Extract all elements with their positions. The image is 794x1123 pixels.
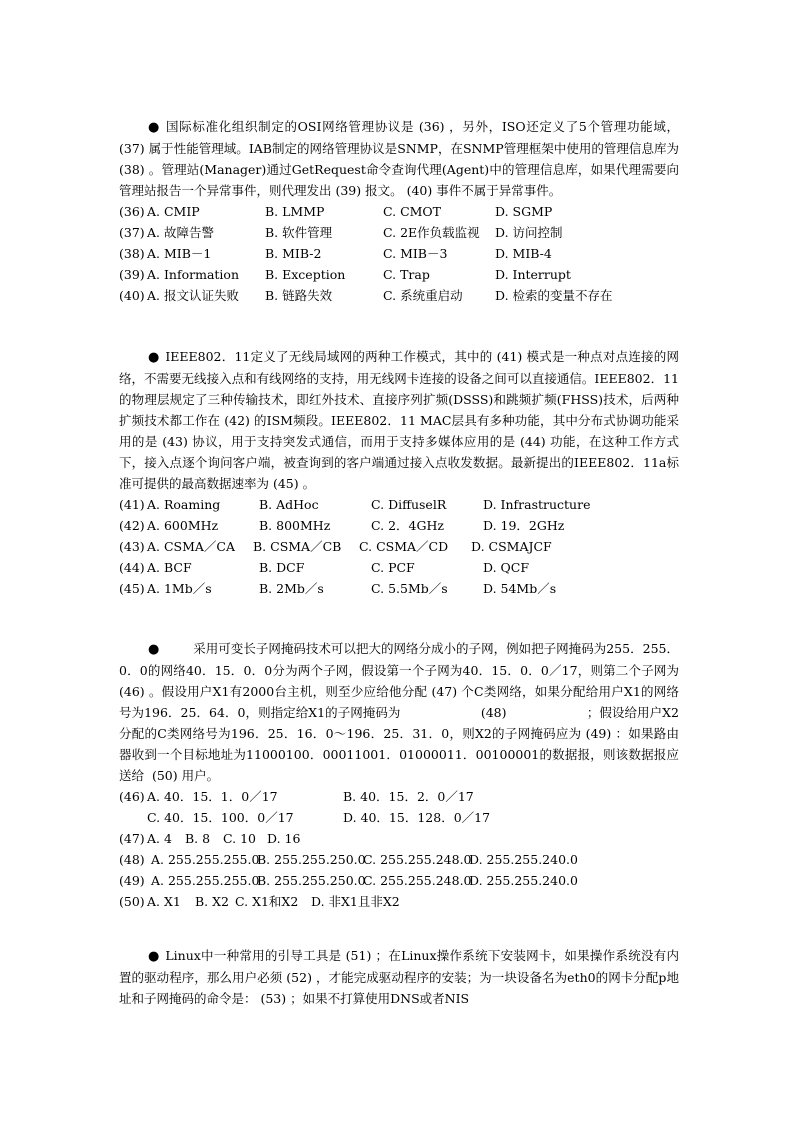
option-a: A. 255.255.255.0 (151, 852, 260, 867)
question-text: IEEE802．11定义了无线局域网的两种工作模式，其中的 (41) 模式是一种点对点连接的网络，不需要无线接入点和有线网络的支持，用无线网卡连接的设备之间可以直接通信。IEEE802．11的物理层规定了三种传输技术，即红外技术、直接序列扩频(DSSS)和跳频扩频(FHSS)技术，后两种扩频技术都工作在 (42) 的ISM频段。IEEE802．11 MAC层具有多种功能，其中分布式协调功能采用的是 (43) 协议，用于支持突发式通信，而用于支持多媒体应用的是 (44) 功能，在这种工作方式下，接入点逐个询问客户端，被查询到的客户端通过接入点收发数据。最新提出的IEEE802．11a标准可提供的最高数据速率为 (45) 。 (119, 349, 679, 491)
question-block-41-45 (119, 346, 679, 599)
question-paragraph (119, 638, 683, 786)
option-b: B. 2Mb／s (259, 581, 324, 596)
question-block-46-50 (119, 638, 683, 912)
option-a: A. CSMA／CA (147, 539, 236, 554)
option-a: A. 4 (147, 831, 172, 846)
option-number: (40) (119, 288, 145, 303)
option-b: B. MIB-2 (265, 246, 322, 261)
option-number: (49) (119, 873, 149, 888)
option-number: (45) (119, 581, 145, 596)
option-row (119, 264, 679, 285)
option-row (119, 536, 679, 557)
option-a: A. BCF (147, 560, 192, 575)
option-number: (38) (119, 246, 145, 261)
option-number: (50) (119, 894, 145, 909)
option-c: C. 255.255.248.0 (363, 852, 472, 867)
option-number: (37) (119, 225, 145, 240)
option-a: A. 故障告警 (147, 225, 214, 240)
option-d: D. CSMAJCF (471, 539, 552, 554)
option-row (119, 243, 679, 264)
option-d: D. 54Mb／s (483, 581, 557, 596)
option-d: D. Infrastructure (483, 497, 591, 512)
question-block-36-40 (119, 116, 683, 306)
question-text: 国际标准化组织制定的OSI网络管理协议是 (36) ，另外，ISO还定义了5个管理功能域， (37) 属于性能管理域。IAB制定的网络管理协议是SNMP，在SNMP管理框架中使用的管理信息库为 (38) 。管理站(Manager)通过GetRequest命令查询代理(Agent)中的管理信息库，如果代理需要向管理站报告一个异常事件，则代理发出 (39) 报文。 (40) 事件不属于异常事件。 (119, 119, 683, 198)
option-c: C. Trap (383, 267, 430, 282)
option-c: C. X1和X2 (235, 894, 299, 909)
option-c: C. DiffuselR (371, 497, 447, 512)
bullet-icon: ● (148, 949, 160, 964)
option-c: C. 255.255.248.0 (363, 873, 472, 888)
bullet-icon: ● (148, 120, 160, 135)
option-d: D. SGMP (495, 204, 553, 219)
option-a: A. MIB－1 (147, 246, 212, 261)
question-text: 采用可变长子网掩码技术可以把大的网络分成小的子网，例如把子网掩码为255．255．0．0的网络40．15．0．0分为两个子网，假设第一个子网为40．15．0．0／17，则第二个子网为 (46) 。假设用户X1有2000台主机，则至少应给他分配 (47) 个C类网络，如果分配给用户X1的网络号为196．25．64．0，则指定给X1的子网掩码为 (48) ；假设给用户X2分配的C类网络号为196．25．16．0～196．25．31．0，则X2的子网掩码应为 (49) ：如果路由器收到一个目标地址为11000100．00011001．01000011．00100001的数据报，则该数据报应送给 (50) 用户。 (119, 641, 683, 783)
option-c: C. CSMA／CD (359, 539, 449, 554)
option-d: D. 19．2GHz (483, 518, 565, 533)
option-a: A. 600MHz (147, 518, 219, 533)
option-d: D. QCF (483, 560, 530, 575)
option-d: D. 255.255.240.0 (469, 852, 578, 867)
option-a: A. 1Mb／s (147, 581, 212, 596)
option-a: A. X1 (147, 894, 181, 909)
option-d: D. MIB-4 (495, 246, 552, 261)
question-paragraph (119, 346, 679, 494)
option-d: D. 255.255.240.0 (469, 873, 578, 888)
options-list (119, 494, 679, 599)
option-row (119, 891, 679, 912)
option-number: (44) (119, 560, 145, 575)
option-b: B. 800MHz (259, 518, 331, 533)
option-b: B. 8 (185, 831, 211, 846)
option-c: C. 5.5Mb／s (371, 581, 448, 596)
option-row (119, 578, 679, 599)
option-b: B. AdHoc (259, 497, 319, 512)
option-c: C. 2．4GHz (371, 518, 444, 533)
option-number: (46) (119, 789, 145, 804)
option-row (119, 222, 679, 243)
option-c: C. CMOT (383, 204, 442, 219)
option-row (119, 786, 679, 807)
option-b: B. CSMA／CB (253, 539, 342, 554)
option-row (119, 870, 679, 891)
option-d: D. 非X1且非X2 (311, 894, 400, 909)
options-list (119, 201, 679, 306)
option-b: B. 40．15．2．0／17 (343, 789, 474, 804)
option-b: B. 链路失效 (265, 288, 333, 303)
question-paragraph (119, 116, 683, 201)
option-b: B. 255.255.250.0 (257, 852, 366, 867)
option-b: B. 软件管理 (265, 225, 333, 240)
option-row (119, 515, 679, 536)
option-c: C. 40．15．100．0／17 (147, 810, 294, 825)
option-row (119, 557, 679, 578)
option-a: A. 255.255.255.0 (151, 873, 260, 888)
question-text: Linux中一种常用的引导工具是 (51) ；在Linux操作系统下安装网卡，如果操作系统没有内置的驱动程序，那么用户必须 (52) ，才能完成驱动程序的安装；为一块设备名为eth0的网卡分配p地址和子网掩码的命令是： (53) ；如果不打算使用DNS或者NIS (119, 948, 679, 1006)
option-c: C. 系统重启动 (383, 288, 463, 303)
option-a: A. 40．15．1．0／17 (147, 789, 278, 804)
option-number: (48) (119, 852, 149, 867)
bullet-icon: ● (148, 642, 160, 657)
option-c: C. PCF (371, 560, 415, 575)
options-list (119, 786, 679, 912)
option-a: A. Roaming (147, 497, 221, 512)
option-number: (42) (119, 518, 145, 533)
option-b: B. Exception (265, 267, 346, 282)
option-d: D. 16 (267, 831, 301, 846)
question-paragraph (119, 945, 679, 1009)
option-c: C. MIB－3 (383, 246, 448, 261)
option-a: A. 报文认证失败 (147, 288, 239, 303)
option-row (119, 201, 679, 222)
option-row (119, 849, 679, 870)
option-c: C. 10 (223, 831, 256, 846)
option-d: D. 40．15．128．0／17 (343, 810, 491, 825)
option-row (119, 494, 679, 515)
option-number: (43) (119, 539, 145, 554)
option-a: A. CMIP (147, 204, 200, 219)
option-a: A. Information (147, 267, 239, 282)
question-block-51-53 (119, 945, 679, 1009)
option-row (119, 285, 679, 306)
option-number: (39) (119, 267, 145, 282)
option-d: D. Interrupt (495, 267, 571, 282)
option-d: D. 检索的变量不存在 (495, 288, 613, 303)
option-b: B. X2 (195, 894, 229, 909)
option-row (119, 807, 679, 828)
option-b: B. 255.255.250.0 (257, 873, 366, 888)
option-d: D. 访问控制 (495, 225, 563, 240)
option-b: B. LMMP (265, 204, 325, 219)
option-row (119, 828, 679, 849)
option-b: B. DCF (259, 560, 305, 575)
option-c: C. 2E作负载监视 (383, 225, 480, 240)
option-number: (47) (119, 831, 145, 846)
option-number: (36) (119, 204, 145, 219)
option-number: (41) (119, 497, 145, 512)
bullet-icon: ● (148, 350, 160, 365)
